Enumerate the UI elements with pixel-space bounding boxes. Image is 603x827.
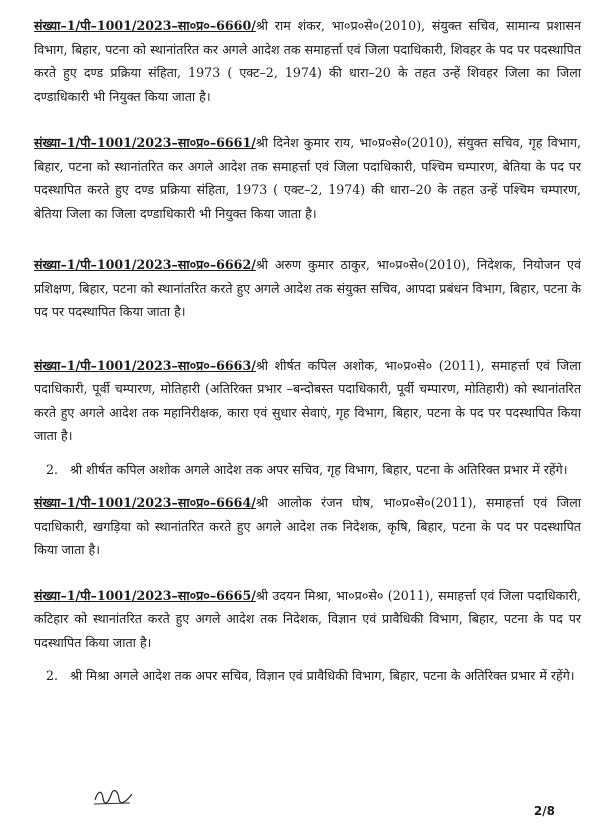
order-text: श्री राम शंकर, भा०प्र०से०(2010), संयुक्त सचिव, सामान्य प्रशासन विभाग, बिहार, पटना को स्थानांतरित कर अगले आदेश तक समाहर्त्ता एवं जिला पदाधिकारी, शिवहर के पद पर पदस्थापित करते हुए दण्ड प्रक्रिया संहिता, 1973 ( एक्ट–2, 1974) की धारा–20 के तहत उन्हें शिवहर जिला का जिला दण्डाधिकारी भी नियुक्त किया जाता है। — [34, 18, 581, 104]
note-index: 2. — [46, 668, 59, 683]
order-number: संख्या–1/पी–1001/2023–सा०प्र०–6661/ — [34, 135, 256, 150]
order-text: श्री दिनेश कुमार राय, भा०प्र०से०(2010), संयुक्त सचिव, गृह विभाग, बिहार, पटना को स्थानांतरित कर अगले आदेश तक समाहर्त्ता एवं जिला पदाधिकारी, पश्चिम चम्पारण, बेतिया के पद पर पदस्थापित करते हुए दण्ड प्रक्रिया संहिता, 1973 ( एक्ट–2, 1974) की धारा–20 के तहत उन्हें पश्चिम चम्पारण, बेतिया जिला का जिला दण्डाधिकारी भी नियुक्त किया जाता है। — [34, 135, 581, 221]
order-text: श्री अरुण कुमार ठाकुर, भा०प्र०से०(2010), निदेशक, नियोजन एवं प्रशिक्षण, बिहार, पटना को स्थानांतरित करते हुए अगले आदेश तक संयुक्त सचिव, आपदा प्रबंधन विभाग, बिहार, पटना के पद पर पदस्थापित किया जाता है। — [34, 257, 581, 319]
order-6661 — [34, 131, 581, 225]
order-number: संख्या–1/पी–1001/2023–सा०प्र०–6663/ — [34, 357, 256, 373]
order-number: संख्या–1/पी–1001/2023–सा०प्र०–6660/ — [34, 18, 256, 33]
note-index: 2. — [46, 461, 59, 477]
order-6662 — [34, 253, 581, 324]
note-text: श्री शीर्षत कपिल अशोक अगले आदेश तक अपर सचिव, गृह विभाग, बिहार, पटना के अतिरिक्त प्रभार में रहेंगे। — [70, 461, 568, 477]
order-number: संख्या–1/पी–1001/2023–सा०प्र०–6662/ — [34, 257, 256, 272]
order-6663-note — [34, 458, 581, 482]
order-6660 — [34, 14, 581, 108]
order-text: श्री आलोक रंजन घोष, भा०प्र०से०(2011), समाहर्त्ता एवं जिला पदाधिकारी, खगड़िया को स्थानांतरित करते हुए अगले आदेश तक निदेशक, कृषि, बिहार, पटना के पद पर पदस्थापित किया जाता है। — [34, 495, 581, 557]
order-6663 — [34, 354, 581, 448]
order-number: संख्या–1/पी–1001/2023–सा०प्र०–6664/ — [34, 495, 256, 510]
page-number: 2/8 — [533, 804, 555, 818]
initials-signature — [92, 786, 136, 808]
order-6665 — [34, 584, 581, 655]
note-text: श्री मिश्रा अगले आदेश तक अपर सचिव, विज्ञान एवं प्रावैधिकी विभाग, बिहार, पटना के अतिरिक्त प्रभार में रहेंगे। — [70, 668, 575, 683]
order-text: श्री शीर्षत कपिल अशोक, भा०प्र०से० (2011), समाहर्त्ता एवं जिला पदाधिकारी, पूर्वी चम्पारण, मोतिहारी (अतिरिक्त प्रभार –बन्दोबस्त पदाधिकारी, पूर्वी चम्पारण, मोतिहारी) को स्थानांतरित करते हुए अगले आदेश तक महानिरीक्षक, कारा एवं सुधार सेवाएं, गृह विभाग, बिहार, पटना के पद पर पदस्थापित किया जाता है। — [34, 357, 581, 443]
order-text: श्री उदयन मिश्रा, भा०प्र०से० (2011), समाहर्त्ता एवं जिला पदाधिकारी, कटिहार को स्थानांतरित करते हुए अगले आदेश तक निदेशक, विज्ञान एवं प्रावैधिकी विभाग, बिहार, पटना के पद पर पदस्थापित किया जाता है। — [34, 587, 581, 650]
order-number: संख्या–1/पी–1001/2023–सा०प्र०–6665/ — [34, 587, 256, 603]
order-6664 — [34, 491, 581, 562]
order-6665-note — [34, 664, 581, 688]
